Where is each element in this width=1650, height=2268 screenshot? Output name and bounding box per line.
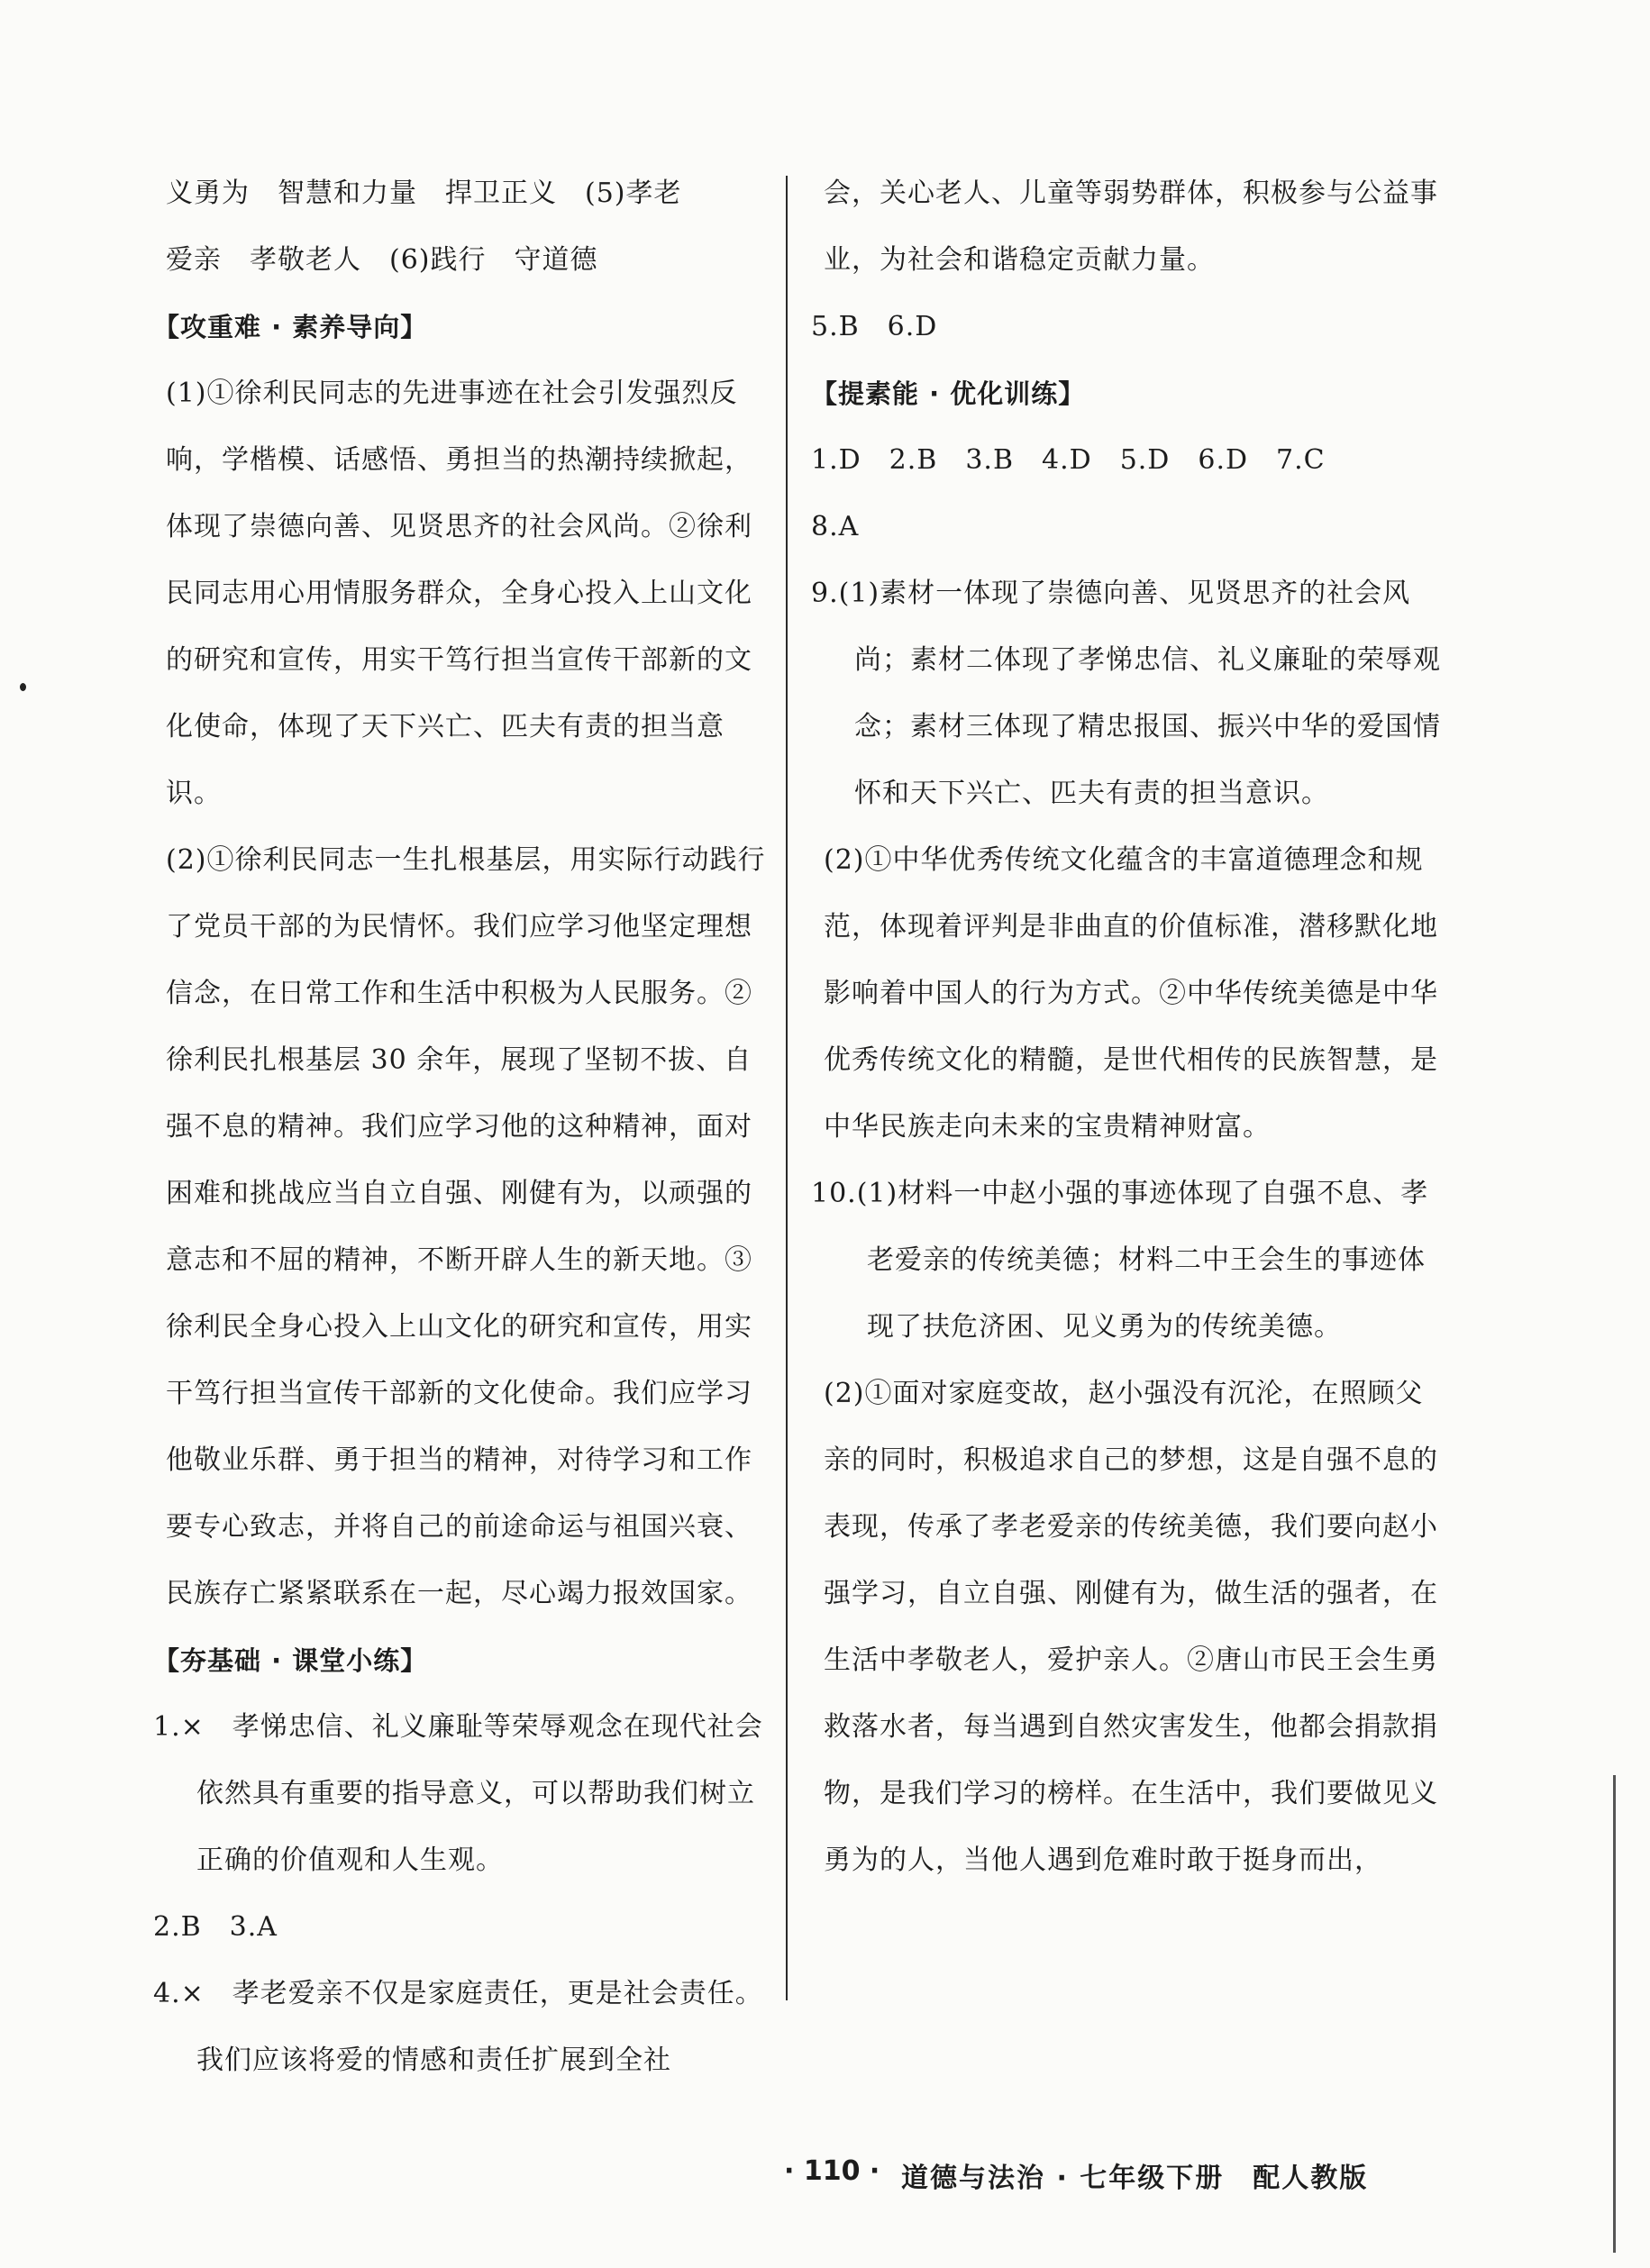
answer-items-5-6: 5.B 6.D — [811, 311, 938, 342]
section-heading-tisuneng: 【提素能 · 优化训练】 — [811, 378, 1086, 409]
page-number: · 110 · — [784, 2155, 880, 2187]
scan-speck — [20, 683, 26, 691]
continued-line-2: 爱亲 孝敬老人 (6)践行 守道德 — [166, 244, 598, 276]
answer-item-1: 1.× 孝悌忠信、礼义廉耻等荣辱观念在现代社会依然具有重要的指导意义，可以帮助我们树立正确的价值观和人生观。 — [153, 1711, 763, 1876]
left-column — [153, 160, 766, 2094]
answer-item-9-part-2: (2)①中华优秀传统文化蕴含的丰富道德理念和规范，体现着评判是非曲直的价值标准，潜移默化地影响着中国人的行为方式。②中华传统美德是中华优秀传统文化的精髓，是世代相传的民族智慧，是中华民族走向未来的宝贵精神财富。 — [824, 844, 1438, 1143]
answer-items-2-3: 2.B 3.A — [153, 1911, 278, 1943]
answer-item-4: 4.× 孝老爱亲不仅是家庭责任，更是社会责任。我们应该将爱的情感和责任扩展到全社 — [153, 1978, 763, 2076]
section-heading-gongzhongnan: 【攻重难 · 素养导向】 — [153, 312, 428, 342]
answer-paragraph: (2)①徐利民同志一生扎根基层，用实际行动践行了党员干部的为民情怀。我们应学习他坚定理想信念，在日常工作和生活中积极为人民服务。②徐利民扎根基层 30 余年，展现了坚韧不拔、自强不息的精神。我们应学习他的这种精神，面对困难和挑战应当自立自强、刚健有为，以顽强的意志和不屈的精神，不断开辟人生的新天地。③徐利民全身心投入上山文化的研究和宣传，用实干笃行担当宣传干部新的文化使命。我们应学习他敬业乐群、勇于担当的精神，对待学习和工作要专心致志，并将自己的前途命运与祖国兴衰、民族存亡紧紧联系在一起，尽心竭力报效国家。 — [166, 844, 766, 1609]
column-divider — [786, 176, 788, 2000]
edge-rule — [1613, 1775, 1616, 2253]
section-heading-hangjichu: 【夯基础 · 课堂小练】 — [153, 1645, 428, 1676]
continued-line-1: 义勇为 智慧和力量 捍卫正义 (5)孝老 — [166, 178, 682, 209]
answer-item-10-part-2: (2)①面对家庭变故，赵小强没有沉沦，在照顾父亲的同时，积极追求自己的梦想，这是自强不息的表现，传承了孝老爱亲的传统美德，我们要向赵小强学习，自立自强、刚健有为，做生活的强者，在生活中孝敬老人，爱护亲人。②唐山市民王会生勇救落水者，每当遇到自然灾害发生，他都会捐款捐物，是我们学习的榜样。在生活中，我们要做见义勇为的人，当他人遇到危难时敢于挺身而出， — [824, 1378, 1438, 1876]
answer-paragraph: (1)①徐利民同志的先进事迹在社会引发强烈反响，学楷模、话感悟、勇担当的热潮持续掀起，体现了崇德向善、见贤思齐的社会风尚。②徐利民同志用心用情服务群众，全身心投入上山文化的研究和宣传，用实干笃行担当宣传干部新的文化使命，体现了天下兴亡、匹夫有责的担当意识。 — [166, 378, 752, 809]
answer-item-8: 8.A — [811, 511, 860, 542]
answer-item-9-part-1: 9.(1)素材一体现了崇德向善、见贤思齐的社会风尚；素材二体现了孝悌忠信、礼义廉耻的荣辱观念；素材三体现了精忠报国、振兴中华的爱国情怀和天下兴亡、匹夫有责的担当意识。 — [811, 578, 1441, 809]
continued-paragraph: 会，关心老人、儿童等弱势群体，积极参与公益事业，为社会和谐稳定贡献力量。 — [824, 178, 1438, 276]
book-title: 道德与法治 · 七年级下册 配人教版 — [901, 2163, 1369, 2194]
answer-item-10-part-1: 10.(1)材料一中赵小强的事迹体现了自强不息、孝老爱亲的传统美德；材料二中王会生的事迹体现了扶危济困、见义勇为的传统美德。 — [811, 1178, 1429, 1343]
right-column — [811, 160, 1442, 1894]
answer-row-1-7: 1.D 2.B 3.B 4.D 5.D 6.D 7.C — [811, 444, 1326, 476]
